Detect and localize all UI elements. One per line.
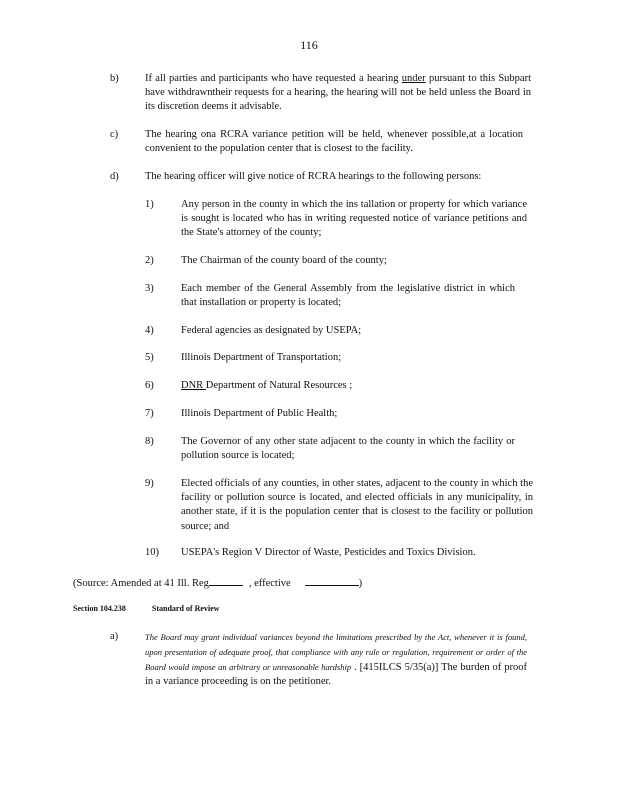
blank-line xyxy=(305,574,359,586)
section-number: Section 104.238 xyxy=(73,604,126,613)
section-title: Standard of Review xyxy=(151,604,220,613)
paragraph-label: b) xyxy=(110,73,119,84)
paragraph-text: If all parties and participants who have requested a hearing under pursuant to this Subpart have withdrawntheir requests for a hearing, the hearing will not be held unless the Board in its discretion deems it advisable. xyxy=(145,73,531,113)
paragraph-label: a) xyxy=(110,631,119,642)
underlined-insertion: under xyxy=(401,73,426,84)
page-number: 116 xyxy=(300,38,318,52)
paragraph-text: The Board may grant individual variances beyond the limitations prescribed by the Act, whenever it is found, upon presentation of adequate proof, that compliance with any rule or regulation, requirement or order of the Board would impose an arbitrary or unreasonable hardship . [415ILCS 5/35(a)] The burden of proof in a variance proceeding is on the petitioner. xyxy=(145,632,527,687)
paragraph-text: The hearing officer will give notice of RCRA hearings to the following persons: xyxy=(145,171,482,182)
paragraph-text: The hearing ona RCRA variance petition will be held, whenever possible,at a location convenient to the population center that is closest to the facility. xyxy=(145,129,523,155)
underlined-insertion: DNR xyxy=(181,380,206,391)
source-note: (Source: Amended at 41 Ill. Reg , effective ) xyxy=(73,574,513,591)
paragraph-label: c) xyxy=(110,129,119,140)
section-heading xyxy=(73,604,245,613)
statutory-text: The Board may grant individual variances beyond the limitations prescribed by the Act, whenever it is found, upon presentation of adequate proof, that compliance with any rule or regulation, requirement or order of the Board would impose an arbitrary or unreasonable hardship xyxy=(145,632,527,672)
paragraph-label: d) xyxy=(110,171,119,182)
blank-line xyxy=(209,574,243,586)
document-page: 116 b) If all parties and participants who have requested a hearing under pursuant to this Subpart have withdrawntheir requests for a hearing, the hearing will not be held unless the Board in its discretion deems it advisable. c) The hearing ona RCRA variance petition will be held, whenever possible,at a location convenient to the population center that is closest to the facility. d) The hearing officer will give notice of RCRA hearings to the following persons: 1) Any person in the county in which the ins tallation or property for which variance is sought is located who has in writing requested notice of variance petitions and the State's attorney of the county; 2) The Chairman of the county board of the county; 3) Each member of the General Assembly from the legislative district in which that installation or property is located; 4) Federal agencies as designated by USEPA; 5) Illinois Department of Transportation; 6) DNR Department of Natural Resources ; 7) Illinois Department of Public Health; 8) The Governor of any other state adjacent to the county in which the facility or pollution source is located; 9) Elected officials of any counties, in other states, adjacent to the county in which the facility or pollution source is located, and elected officials in any municipality, in another state, if it is the population center that is closest to the facility or pollution source; and 10) USEPA's Region V Director of Waste, Pesticides and Toxics Division. (Source: Amended at 41 Ill. Reg , effective ) Section 104.238 Standard of Review a) The Board may grant individual variances beyond the limitations prescribed by the Act, whenever it is found, upon presentation of adequate proof, that compliance with any rule or regulation, requirement or order of the Board would impose an arbitrary or unreasonable hardship . [415ILCS 5/35(a)] The burden of proof in a variance proceeding is on the petitioner. xyxy=(0,0,618,800)
